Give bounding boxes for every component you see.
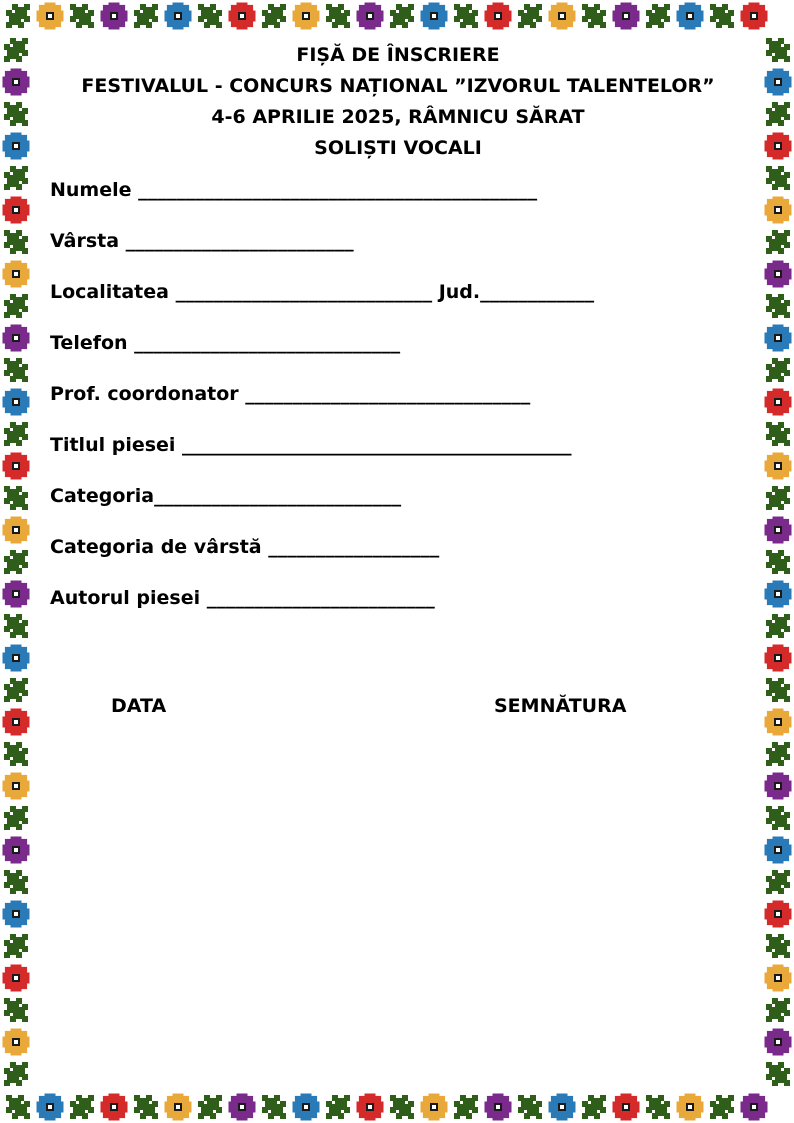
border-leaf-motif xyxy=(454,4,478,28)
border-leaf-motif xyxy=(518,4,542,28)
border-leaf-motif xyxy=(766,870,790,894)
border-leaf-motif xyxy=(646,4,670,28)
border-flower-motif xyxy=(765,901,792,928)
border-leaf-motif xyxy=(766,166,790,190)
border-leaf-motif xyxy=(6,4,30,28)
border-flower-motif xyxy=(3,325,30,352)
border-leaf-motif xyxy=(6,1095,30,1119)
border-flower-motif xyxy=(293,3,320,30)
border-flower-motif xyxy=(677,3,704,30)
border-leaf-motif xyxy=(766,38,790,62)
border-flower-motif xyxy=(765,773,792,800)
border-flower-motif xyxy=(485,3,512,30)
border-flower-motif xyxy=(357,1094,384,1121)
field-varsta: Vârsta ________________________ xyxy=(50,230,354,252)
border-flower-motif xyxy=(765,581,792,608)
border-flower-motif xyxy=(3,773,30,800)
border-leaf-motif xyxy=(4,998,28,1022)
border-flower-motif xyxy=(3,837,30,864)
border-leaf-motif xyxy=(766,294,790,318)
border-flower-motif xyxy=(765,1029,792,1056)
border-leaf-motif xyxy=(134,1095,158,1119)
border-leaf-motif xyxy=(4,358,28,382)
border-leaf-motif xyxy=(4,486,28,510)
date-label: DATA xyxy=(111,695,167,717)
border-leaf-motif xyxy=(4,678,28,702)
border-leaf-motif xyxy=(766,230,790,254)
border-flower-motif xyxy=(765,517,792,544)
border-flower-motif xyxy=(3,1029,30,1056)
border-leaf-motif xyxy=(710,1095,734,1119)
border-leaf-motif xyxy=(454,1095,478,1119)
border-leaf-motif xyxy=(198,1095,222,1119)
border-flower-motif xyxy=(165,1094,192,1121)
border-flower-motif xyxy=(101,1094,128,1121)
border-leaf-motif xyxy=(766,614,790,638)
border-flower-motif xyxy=(3,69,30,96)
border-flower-motif xyxy=(3,133,30,160)
border-flower-motif xyxy=(421,1094,448,1121)
border-flower-motif xyxy=(765,69,792,96)
border-flower-motif xyxy=(3,453,30,480)
border-flower-motif xyxy=(485,1094,512,1121)
border-flower-motif xyxy=(765,837,792,864)
border-flower-motif xyxy=(229,1094,256,1121)
border-flower-motif xyxy=(3,709,30,736)
field-titlul-piesei: Titlul piesei _________________________________________ xyxy=(50,434,572,456)
form-category: SOLIȘTI VOCALI xyxy=(314,137,482,159)
border-flower-motif xyxy=(765,389,792,416)
border-flower-motif xyxy=(3,389,30,416)
border-flower-motif xyxy=(741,3,768,30)
form-fields xyxy=(50,178,750,637)
field-telefon: Telefon ____________________________ xyxy=(50,332,401,354)
border-leaf-motif xyxy=(582,1095,606,1119)
border-leaf-motif xyxy=(766,998,790,1022)
border-flower-motif xyxy=(765,197,792,224)
border-flower-motif xyxy=(101,3,128,30)
border-flower-motif xyxy=(765,709,792,736)
border-leaf-motif xyxy=(326,1095,350,1119)
field-numele: Numele __________________________________________ xyxy=(50,179,538,201)
border-leaf-motif xyxy=(4,742,28,766)
border-leaf-motif xyxy=(766,806,790,830)
border-flower-motif xyxy=(765,645,792,672)
border-leaf-motif xyxy=(262,4,286,28)
border-leaf-motif xyxy=(4,614,28,638)
border-leaf-motif xyxy=(390,1095,414,1119)
border-flower-motif xyxy=(765,133,792,160)
field-localitatea: Localitatea ___________________________ Jud.____________ xyxy=(50,281,595,303)
border-leaf-motif xyxy=(766,742,790,766)
border-leaf-motif xyxy=(766,102,790,126)
border-leaf-motif xyxy=(766,422,790,446)
border-leaf-motif xyxy=(4,870,28,894)
festival-date-location: 4-6 APRILIE 2025, RÂMNICU SĂRAT xyxy=(211,106,585,128)
border-flower-motif xyxy=(37,3,64,30)
signature-label: SEMNĂTURA xyxy=(494,695,627,717)
form-header xyxy=(48,40,748,164)
border-flower-motif xyxy=(3,581,30,608)
border-flower-motif xyxy=(357,3,384,30)
border-leaf-motif xyxy=(646,1095,670,1119)
border-leaf-motif xyxy=(766,934,790,958)
border-flower-motif xyxy=(3,645,30,672)
border-leaf-motif xyxy=(710,4,734,28)
border-flower-motif xyxy=(549,3,576,30)
border-leaf-motif xyxy=(262,1095,286,1119)
border-leaf-motif xyxy=(326,4,350,28)
border-flower-motif xyxy=(741,1094,768,1121)
border-leaf-motif xyxy=(766,678,790,702)
border-flower-motif xyxy=(613,3,640,30)
border-leaf-motif xyxy=(518,1095,542,1119)
field-autorul-piesei: Autorul piesei ________________________ xyxy=(50,587,435,609)
border-flower-motif xyxy=(765,965,792,992)
border-leaf-motif xyxy=(134,4,158,28)
border-flower-motif xyxy=(293,1094,320,1121)
border-flower-motif xyxy=(549,1094,576,1121)
border-leaf-motif xyxy=(4,102,28,126)
border-leaf-motif xyxy=(4,806,28,830)
signature-row xyxy=(50,695,750,725)
border-leaf-motif xyxy=(4,38,28,62)
border-leaf-motif xyxy=(198,4,222,28)
border-leaf-motif xyxy=(4,230,28,254)
form-title: FIȘĂ DE ÎNSCRIERE xyxy=(296,44,500,66)
field-prof-coordonator: Prof. coordonator ______________________________ xyxy=(50,383,531,405)
border-leaf-motif xyxy=(4,934,28,958)
border-leaf-motif xyxy=(766,486,790,510)
border-flower-motif xyxy=(765,453,792,480)
border-flower-motif xyxy=(3,517,30,544)
border-leaf-motif xyxy=(766,358,790,382)
border-leaf-motif xyxy=(4,166,28,190)
border-leaf-motif xyxy=(70,4,94,28)
border-flower-motif xyxy=(165,3,192,30)
border-flower-motif xyxy=(613,1094,640,1121)
border-leaf-motif xyxy=(4,550,28,574)
field-categoria: Categoria__________________________ xyxy=(50,485,402,507)
border-leaf-motif xyxy=(390,4,414,28)
border-flower-motif xyxy=(229,3,256,30)
border-flower-motif xyxy=(765,261,792,288)
border-flower-motif xyxy=(37,1094,64,1121)
border-flower-motif xyxy=(3,901,30,928)
border-leaf-motif xyxy=(766,1062,790,1086)
border-leaf-motif xyxy=(70,1095,94,1119)
border-leaf-motif xyxy=(4,294,28,318)
border-leaf-motif xyxy=(4,422,28,446)
border-leaf-motif xyxy=(4,1062,28,1086)
border-flower-motif xyxy=(3,261,30,288)
festival-name: FESTIVALUL - CONCURS NAȚIONAL ”IZVORUL TALENTELOR” xyxy=(81,75,715,97)
registration-form xyxy=(50,40,750,725)
border-flower-motif xyxy=(765,325,792,352)
border-flower-motif xyxy=(3,965,30,992)
field-categoria-varsta: Categoria de vârstă __________________ xyxy=(50,536,440,558)
border-flower-motif xyxy=(677,1094,704,1121)
border-flower-motif xyxy=(421,3,448,30)
border-leaf-motif xyxy=(582,4,606,28)
border-leaf-motif xyxy=(766,550,790,574)
border-flower-motif xyxy=(3,197,30,224)
